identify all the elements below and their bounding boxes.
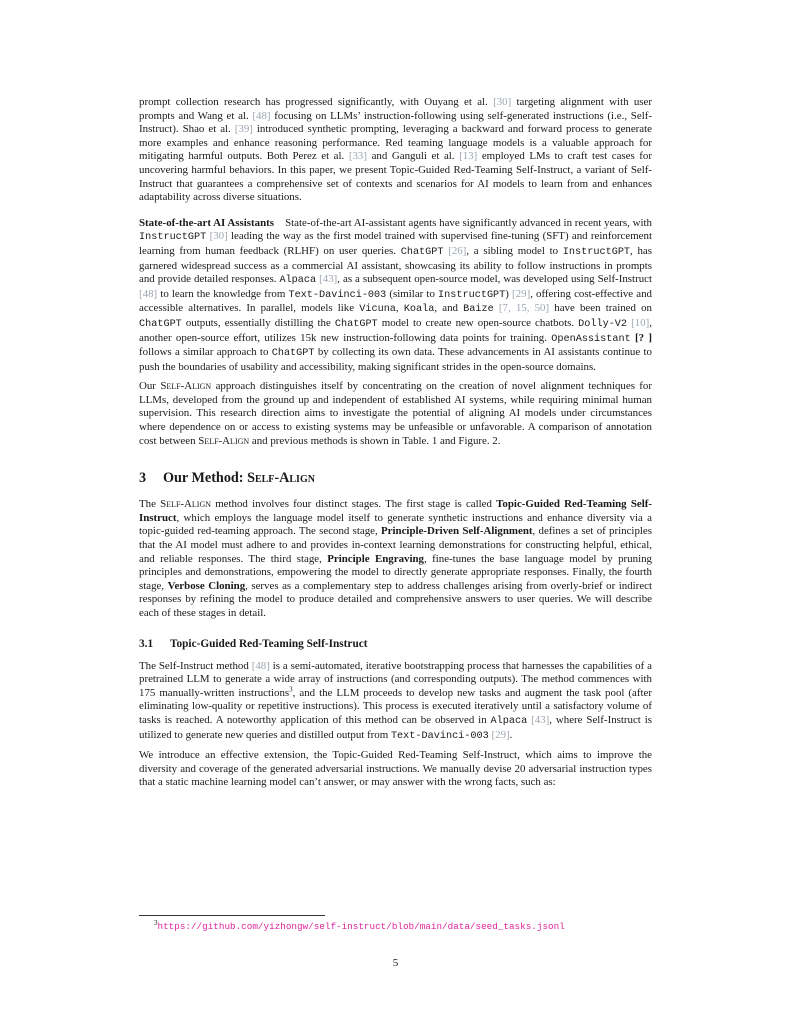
footnote — [154, 918, 565, 932]
citation[interactable]: [26] — [448, 244, 467, 257]
citation[interactable]: [29] — [512, 287, 531, 300]
citation[interactable]: [39] — [234, 123, 253, 136]
method-paragraph: The Self-Align method involves four distinct stages. The first stage is called Topic-Guided Red-Teaming Self-Instruct, which employs the language model itself to generate synthetic instructions and enhance diversity via a topic-guided red-teaming approach. The second stage, Principle-Driven Self-Alignment, defines a set of principles that the AI model must adhere to and provides in-context learning demonstrations for constructing helpful, ethical, and reliable responses. The third stage, Principle Engraving, fine-tunes the base language model by pruning principles and demonstrations, empowering the model to directly generate appropriate responses. Finally, the fourth stage, Verbose Cloning, serves as a complementary step to address challenges arising from overly-brief or indirect responses by refining the model to produce detailed and comprehensive answers to user queries. We will describe each of these stages in detail. — [139, 498, 653, 619]
citation[interactable]: [33] — [348, 150, 367, 163]
citation[interactable]: [48] — [252, 109, 271, 122]
footnote-number: 3 — [154, 918, 158, 927]
extension-paragraph: We introduce an effective extension, the Topic-Guided Red-Teaming Self-Instruct, which aims to improve the diversity and coverage of the generated adversarial instructions. We manually devise 20 adversarial instruction types that a static machine learning model can’t answer, or may answer with the wrong facts, such as: — [139, 749, 652, 789]
citation[interactable]: [43] — [319, 273, 338, 286]
subsection-heading: 3.1 Topic-Guided Red-Teaming Self-Instruct — [139, 637, 368, 650]
broken-citation: [? ] — [635, 331, 653, 344]
citation[interactable]: [29] — [491, 728, 510, 741]
assistants-paragraph: State-of-the-art AI Assistants State-of-the-art AI-assistant agents have significantly advanced in recent years, with InstructGPT [30] leading the way as the first model trained with supervised fine-tuning (SFT) and reinforcement learning from human feedback (RLHF) on user queries. ChatGPT [26], a sibling model to InstructGPT, has garnered widespread success as a commercial AI assistant, showcasing its ability to follow instructions in prompts and provide detailed responses. Alpaca [43], as a subsequent open-source model, was developed using Self-Instruct [48] to learn the knowledge from Text-Davinci-003 (similar to InstructGPT) [29], offering cost-effective and accessible alternatives. In parallel, models like Vicuna, Koala, and Baize [7, 15, 50] have been trained on ChatGPT outputs, essentially distilling the ChatGPT model to create new open-source chatbots. Dolly-V2 [10], another open-source effort, utilizes 15k new instruction-following data points for training. OpenAssistant [? ] follows a similar approach to ChatGPT by collecting its own data. These advancements in AI assistants continue to push the boundaries of usability and accessibility, making significant strides in the open-source domains. — [139, 216, 653, 373]
citation[interactable]: [7, 15, 50] — [498, 302, 550, 315]
selfalign-paragraph: Our Self-Align approach distinguishes itself by concentrating on the creation of novel alignment techniques for LLMs, developed from the ground up and independent of established AI systems, while requiring minimal human supervision. This research direction aims to investigate the potential of aligning AI models under circumstances where dependence on or access to existing systems may be unfeasible or unfavorable. A comparison of annotation cost between Self-Align and previous methods is shown in Table. 1 and Figure. 2. — [139, 380, 652, 447]
citation[interactable]: [48] — [139, 287, 158, 300]
page-body — [139, 96, 652, 790]
footnote-divider — [139, 915, 325, 916]
section-heading: 3 Our Method: Self-Align — [139, 470, 315, 487]
citation[interactable]: [43] — [531, 713, 550, 726]
page-number: 5 — [392, 957, 399, 969]
citation[interactable]: [30] — [493, 96, 512, 108]
citation[interactable]: [30] — [209, 230, 228, 243]
intro-paragraph: prompt collection research has progressed significantly, with Ouyang et al. [30] targeting alignment with user prompts and Wang et al. [48] focusing on LLMs’ instruction-following using self-generated instructions (i.e., Self-Instruct). Shao et al. [39] introduced synthetic prompting, leveraging a backward and forward process to generate more examples and enhance reasoning performance. Red teaming language models is a valuable approach for mitigating harmful outputs. Both Perez et al. [33] and Ganguli et al. [13] employed LMs to craft test cases for uncovering harmful behaviors. In this paper, we present Topic-Guided Red-Teaming Self-Instruct, a variant of Self-Instruct that guarantees a comprehensive set of contexts and scenarios for AI models to learn from and enhances adaptability across diverse situations. — [139, 96, 652, 204]
footnote-marker[interactable]: 3 — [289, 685, 293, 694]
citation[interactable]: [10] — [631, 316, 650, 329]
self-instruct-paragraph: The Self-Instruct method [48] is a semi-automated, iterative bootstrapping process that harnesses the capabilities of a pretrained LLM to generate a wide array of instructions (and corresponding outputs). The method commences with 175 manually-written instructions$^3$, and the LLM proceeds to develop new tasks and augment the task pool (after eliminating low-quality or repetitive instructions). This process is executed iteratively until a satisfactory volume of tasks is reached. A noteworthy application of this method can be observed in Alpaca [43], where Self-Instruct is utilized to generate new queries and distilled output from Text-Davinci-003 [29]. — [139, 659, 652, 742]
footnote-link[interactable]: https://github.com/yizhongw/self-instruct/blob/main/data/seed_tasks.jsonl — [157, 921, 565, 932]
paragraph-heading: State-of-the-art AI Assistants — [139, 216, 274, 229]
citation[interactable]: [13] — [459, 150, 478, 163]
citation[interactable]: [48] — [251, 659, 270, 672]
